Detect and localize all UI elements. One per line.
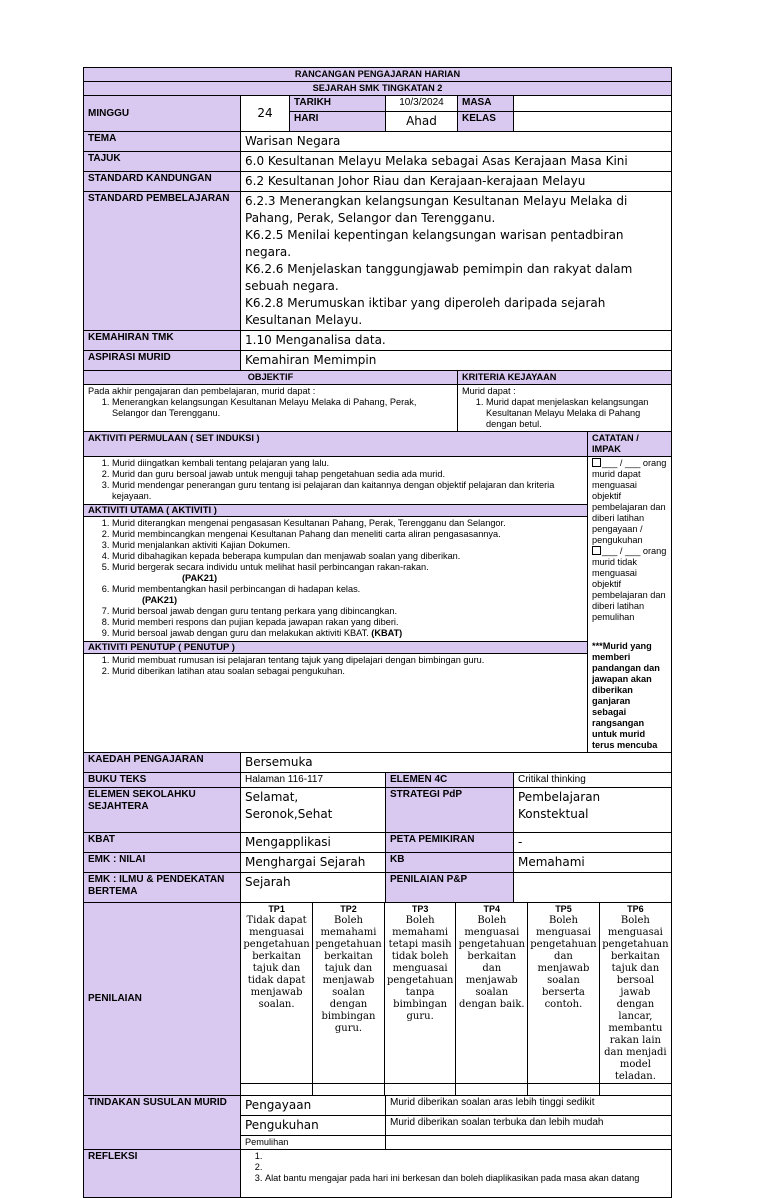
tp-mark-cell[interactable] (313, 1084, 385, 1095)
catatan-content (588, 457, 672, 753)
utama-item (112, 584, 583, 606)
tp-name: TP1 (268, 904, 285, 914)
document-subtitle: SEJARAH SMK TINGKATAN 2 (84, 82, 672, 96)
document-title: RANCANGAN PENGAJARAN HARIAN (84, 68, 672, 82)
objektif-intro: Pada akhir pengajaran dan pembelajaran, murid dapat : (88, 386, 316, 396)
hari-label: HARI (290, 112, 386, 132)
penilaian-pp-label: PENILAIAN P&P (386, 873, 514, 903)
permulaan-item: 1. Murid diingatkan kembali tentang pelajaran yang lalu. (112, 458, 583, 469)
standard-kandungan-value: 6.2 Kesultanan Johor Riau dan Kerajaan-kerajaan Melayu (241, 172, 672, 192)
sp-line: K6.2.5 Menilai kepentingan kelangsungan warisan pentadbiran negara. (245, 228, 624, 259)
permulaan-item: 2. Murid dan guru bersoal jawab untuk menguji tahap pengetahuan sedia ada murid. (112, 469, 583, 480)
tp-name: TP6 (627, 904, 644, 914)
utama-item-text: Murid bergerak secara individu untuk melihat hasil perbincangan rakan-rakan. (112, 562, 429, 572)
kaedah-value: Bersemuka (241, 753, 672, 773)
kelas-label: KELAS (458, 112, 514, 132)
utama-item (112, 562, 583, 584)
penilaian-pp-value (514, 873, 672, 903)
pak21-tag: (PAK21) (182, 573, 218, 583)
peta-value: - (514, 833, 672, 853)
tp-name: TP5 (555, 904, 572, 914)
catatan-blank2: ___ / ___ orang (602, 546, 667, 556)
checkbox-icon (592, 458, 601, 467)
kb-value: Memahami (514, 853, 672, 873)
catatan-note: ***Murid yang memberi pandangan dan jawapan akan diberikan ganjaran sebagai rangsangan untuk murid terus mencuba (592, 641, 660, 750)
tp-cell (384, 903, 456, 1083)
refleksi-item: 3. Alat bantu mengajar pada hari ini berkesan dan boleh diaplikasikan pada masa akan datang (265, 1173, 667, 1184)
checkbox-icon (592, 546, 601, 555)
emk-nilai-value: Menghargai Sejarah (241, 853, 386, 873)
aspirasi-murid-label: ASPIRASI MURID (84, 351, 241, 371)
kriteria-item: 1. Murid dapat menjelaskan kelangsungan Kesultanan Melayu Melaka di Pahang dengan betul. (486, 397, 667, 430)
masa-value (514, 96, 672, 112)
tp-desc: Boleh menguasai pengetahuan berkaitan tajuk dan bersoal jawab dengan lancar, membantu rakan lain dan menjadi model teladan. (602, 915, 669, 1082)
tp-marks-table (241, 1084, 671, 1095)
utama-item: 1. Murid diterangkan mengenai pengasasan Kesultanan Pahang, Perak, Terengganu dan Selangor. (112, 518, 583, 529)
kemahiran-tmk-value: 1.10 Menganalisa data. (241, 331, 672, 351)
rph-document (83, 67, 671, 1198)
elemen-sekolah-value: Selamat, Seronok,Sehat (241, 788, 386, 833)
tp-name: TP2 (340, 904, 357, 914)
strategi-label: STRATEGI PdP (386, 788, 514, 833)
rph-table (83, 67, 672, 1198)
tp-name: TP4 (483, 904, 501, 914)
utama-list (84, 517, 587, 641)
buku-teks-label: BUKU TEKS (84, 773, 241, 788)
tp-mark-cell[interactable] (528, 1084, 600, 1095)
tarikh-value: 10/3/2024 (386, 96, 458, 112)
tindakan-label: TINDAKAN SUSULAN MURID (84, 1096, 241, 1150)
tajuk-value: 6.0 Kesultanan Melayu Melaka sebagai Asas Kerajaan Masa Kini (241, 152, 672, 172)
refleksi-item (265, 1162, 667, 1173)
masa-label: MASA (458, 96, 514, 112)
pak21-tag: (PAK21) (142, 595, 178, 605)
tp-desc: Boleh memahami pengetahuan berkaitan tajuk dan menjawab soalan dengan bimbingan guru. (315, 915, 382, 1034)
permulaan-list (84, 457, 587, 504)
objektif-content (84, 385, 458, 432)
kriteria-content (458, 385, 672, 432)
elemen-sekolah-label: ELEMEN SEKOLAHKU SEJAHTERA (84, 788, 241, 833)
catatan-line2 (592, 546, 667, 557)
standard-pembelajaran-label: STANDARD PEMBELAJARAN (84, 192, 241, 331)
buku-teks-value: Halaman 116-117 (241, 773, 386, 788)
catatan-blank1: ___ / ___ orang (602, 458, 667, 468)
tp-table (241, 903, 671, 1083)
tp-cell (313, 903, 385, 1083)
utama-item: 3. Murid menjalankan aktiviti Kajian Dokumen. (112, 540, 583, 551)
kbat-label: KBAT (84, 833, 241, 853)
tp-container (241, 903, 672, 1084)
kemahiran-tmk-label: KEMAHIRAN TMK (84, 331, 241, 351)
tp-marks-container (241, 1084, 672, 1096)
tindakan-type: Pengukuhan (241, 1116, 386, 1136)
minggu-label: MINGGU (84, 96, 241, 132)
minggu-value: 24 (241, 96, 290, 132)
tp-mark-cell[interactable] (241, 1084, 313, 1095)
kbat-tag: (KBAT) (371, 628, 403, 638)
tp-desc: Boleh menguasai pengetahuan dan menjawab soalan berserta contoh. (530, 915, 597, 1010)
kbat-value: Mengapplikasi (241, 833, 386, 853)
objektif-item: 1. Menerangkan kelangsungan Kesultanan Melayu Melaka di Pahang, Perak, Selangor dan Terengganu. (112, 397, 453, 419)
sp-line: K6.2.8 Merumuskan iktibar yang diperoleh daripada sejarah Kesultanan Melayu. (245, 296, 606, 327)
utama-item (112, 628, 583, 639)
standard-kandungan-label: STANDARD KANDUNGAN (84, 172, 241, 192)
tp-name: TP3 (411, 904, 429, 914)
tindakan-desc: Murid diberikan soalan terbuka dan lebih mudah (386, 1116, 672, 1136)
utama-item-text: Murid bersoal jawab dengan guru dan melakukan aktiviti KBAT. (112, 628, 369, 638)
tp-desc: Boleh menguasai pengetahuan berkaitan dan menjawab soalan dengan baik. (458, 915, 525, 1010)
catatan-label: CATATAN / IMPAK (588, 432, 672, 457)
strategi-value: Pembelajaran Konstektual (514, 788, 672, 833)
penutup-item: 1. Murid membuat rumusan isi pelajaran tentang tajuk yang dipelajari dengan bimbingan guru. (112, 655, 583, 666)
kriteria-intro: Murid dapat : (462, 386, 516, 396)
tp-cell (241, 903, 313, 1083)
elemen4c-label: ELEMEN 4C (386, 773, 514, 788)
utama-item: 4. Murid dibahagikan kepada beberapa kumpulan dan menjawab soalan yang diberikan. (112, 551, 583, 562)
objektif-label: OBJEKTIF (84, 371, 458, 385)
kelas-value (514, 112, 672, 132)
utama-item: 8. Murid memberi respons dan pujian kepada jawapan rakan yang diberi. (112, 617, 583, 628)
standard-pembelajaran-value (241, 192, 672, 331)
kriteria-label: KRITERIA KEJAYAAN (458, 371, 672, 385)
aktiviti-content (84, 457, 588, 753)
catatan-text2: murid tidak menguasai objektif pembelajaran dan diberi latihan pemulihan (592, 557, 666, 622)
tajuk-label: TAJUK (84, 152, 241, 172)
catatan-line1 (592, 458, 667, 469)
aspirasi-murid-value: Kemahiran Memimpin (241, 351, 672, 371)
tindakan-desc: Murid diberikan soalan aras lebih tinggi sedikit (386, 1096, 672, 1116)
tp-desc: Tidak dapat menguasai pengetahuan berkaitan tajuk dan tidak dapat menjawab soalan. (243, 915, 310, 1010)
sp-line: 6.2.3 Menerangkan kelangsungan Kesultanan Melayu Melaka di Pahang, Perak, Selangor dan Terengganu. (245, 194, 628, 225)
tp-mark-cell[interactable] (384, 1084, 456, 1095)
penilaian-label: PENILAIAN (84, 903, 241, 1096)
tarikh-label: TARIKH (290, 96, 386, 112)
sp-line: K6.2.6 Menjelaskan tanggungjawab pemimpin dan rakyat dalam sebuah negara. (245, 262, 633, 293)
penutup-item: 2. Murid diberikan latihan atau soalan sebagai pengukuhan. (112, 666, 583, 677)
tp-mark-cell[interactable] (599, 1084, 671, 1095)
utama-item: 7. Murid bersoal jawab dengan guru tentang perkara yang dibincangkan. (112, 606, 583, 617)
permulaan-label: AKTIVITI PERMULAAN ( SET INDUKSI ) (84, 432, 588, 457)
refleksi-item (265, 1151, 667, 1162)
catatan-text1: murid dapat menguasai objektif pembelajaran dan diberi latihan pengayaan / pengukuhan (592, 469, 666, 545)
tindakan-type: Pengayaan (241, 1096, 386, 1116)
penutup-label: AKTIVITI PENUTUP ( PENUTUP ) (84, 641, 587, 654)
tp-mark-cell[interactable] (456, 1084, 528, 1095)
utama-item: 2. Murid membincangkan mengenai Kesultanan Pahang dan meneliti carta aliran pengasasannya. (112, 529, 583, 540)
peta-label: PETA PEMIKIRAN (386, 833, 514, 853)
tindakan-type: Pemulihan (241, 1136, 386, 1150)
tema-value: Warisan Negara (241, 132, 672, 152)
penutup-list (84, 654, 587, 679)
tp-desc: Boleh memahami tetapi masih tidak boleh menguasai pengetahuan tanpa bimbingan guru. (386, 915, 454, 1022)
permulaan-item: 3. Murid mendengar penerangan guru tentang isi pelajaran dan kaitannya dengan objektif pelajaran dan kriteria kejayaan. (112, 480, 583, 502)
refleksi-content (241, 1150, 672, 1198)
hari-value: Ahad (386, 112, 458, 132)
tp-cell (528, 903, 600, 1083)
kaedah-label: KAEDAH PENGAJARAN (84, 753, 241, 773)
tema-label: TEMA (84, 132, 241, 152)
elemen4c-value: Critikal thinking (514, 773, 672, 788)
utama-item-text: Murid membentangkan hasil perbincangan di hadapan kelas. (112, 584, 361, 594)
refleksi-label: REFLEKSI (84, 1150, 241, 1198)
emk-ilmu-label: EMK : ILMU & PENDEKATAN BERTEMA (84, 873, 241, 903)
tp-cell (456, 903, 528, 1083)
tindakan-desc (386, 1136, 672, 1150)
utama-label: AKTIVITI UTAMA ( AKTIVITI ) (84, 504, 587, 517)
tp-cell (599, 903, 671, 1083)
kb-label: KB (386, 853, 514, 873)
emk-ilmu-value: Sejarah (241, 873, 386, 903)
emk-nilai-label: EMK : NILAI (84, 853, 241, 873)
